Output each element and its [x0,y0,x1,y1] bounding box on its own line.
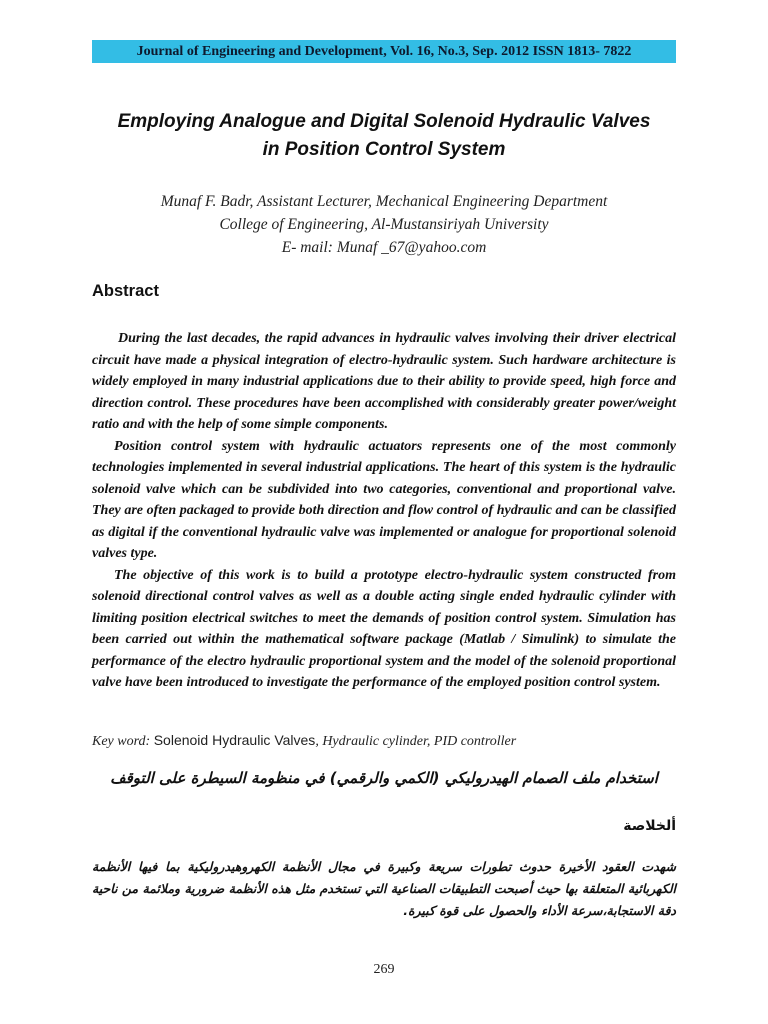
author-affiliation-2: College of Engineering, Al-Mustansiriyah University [219,216,549,233]
keywords-rest: , Hydraulic cylinder, PID controller [315,734,517,749]
abstract-paragraph-2: Position control system with hydraulic actuators represents one of the most commonly technologies implemented in several industrial applications. The heart of this system is the hydraulic solenoid valve which can be subdivided into two categories, conventional and proportional valve. They are often packaged to provide both direction and flow control of hydraulic and can be classified as digital if the conventional hydraulic valve was implemented or analogue for proportional solenoid valves type. [92,438,676,561]
author-name: Munaf F. Badr, [160,193,254,210]
arabic-title: استخدام ملف الصمام الهيدروليكي (الكمي والرقمي) في منظومة السيطرة على التوقف [110,769,658,787]
abstract-paragraph-3: The objective of this work is to build a prototype electro-hydraulic system constructed from solenoid directional control valves as well as a double acting single ended hydraulic cylinder with limiting position electrical switches to meet the demands of position control system. Simulation has been carried out within the mathematical software package (Matlab / Simulink) to simulate the performance of the electro hydraulic proportional system and the model of the solenoid proportional valve have been introduced to investigate the performance of the employed position control system. [92,567,676,690]
arabic-abstract-text: شهدت العقود الأخيرة حدوث تطورات سريعة وكبيرة في مجال الأنظمة الكهروهيدروليكية بما فيها الأنظمة الكهربائية المتعلقة بها حيث أصبحت التطبيقات الصناعية التي تستخدم مثل هذه الأنظمة ضرورية وملائمة من ناحية دقة الاستجابة،سرعة الأداء والحصول على قوة كبيرة. [92,859,676,918]
page-number: 269 [373,962,395,977]
arabic-abstract-body [92,856,676,922]
journal-header: Journal of Engineering and Development, Vol. 16, No.3, Sep. 2012 ISSN 1813- 7822 [92,40,676,63]
author-email: E- mail: Munaf _67@yahoo.com [281,239,487,256]
paper-title-line2: in Position Control System [262,139,506,160]
keyword-primary: Solenoid Hydraulic Valves [153,732,316,748]
paper-title [70,108,698,164]
abstract-body [92,328,676,694]
author-affiliation-1: Assistant Lecturer, Mechanical Engineering Department [253,193,608,210]
abstract-paragraph-1: During the last decades, the rapid advances in hydraulic valves involving their driver electrical circuit have made a physical integration of electro-hydraulic system. Such hardware architecture is widely employed in many industrial applications due to their ability to provide speed, high force and direction control. These procedures have been accomplished with considerably greater power/weight ratio and with the help of some simple components. [92,331,676,432]
author-block [60,190,708,259]
abstract-heading: Abstract [92,282,159,300]
arabic-abstract-heading: ألخلاصة [623,818,676,834]
paper-title-line1: Employing Analogue and Digital Solenoid Hydraulic Valves [117,111,651,132]
keywords-label: Key word: [92,734,154,749]
author-line [60,190,708,213]
keywords-line [92,730,692,752]
